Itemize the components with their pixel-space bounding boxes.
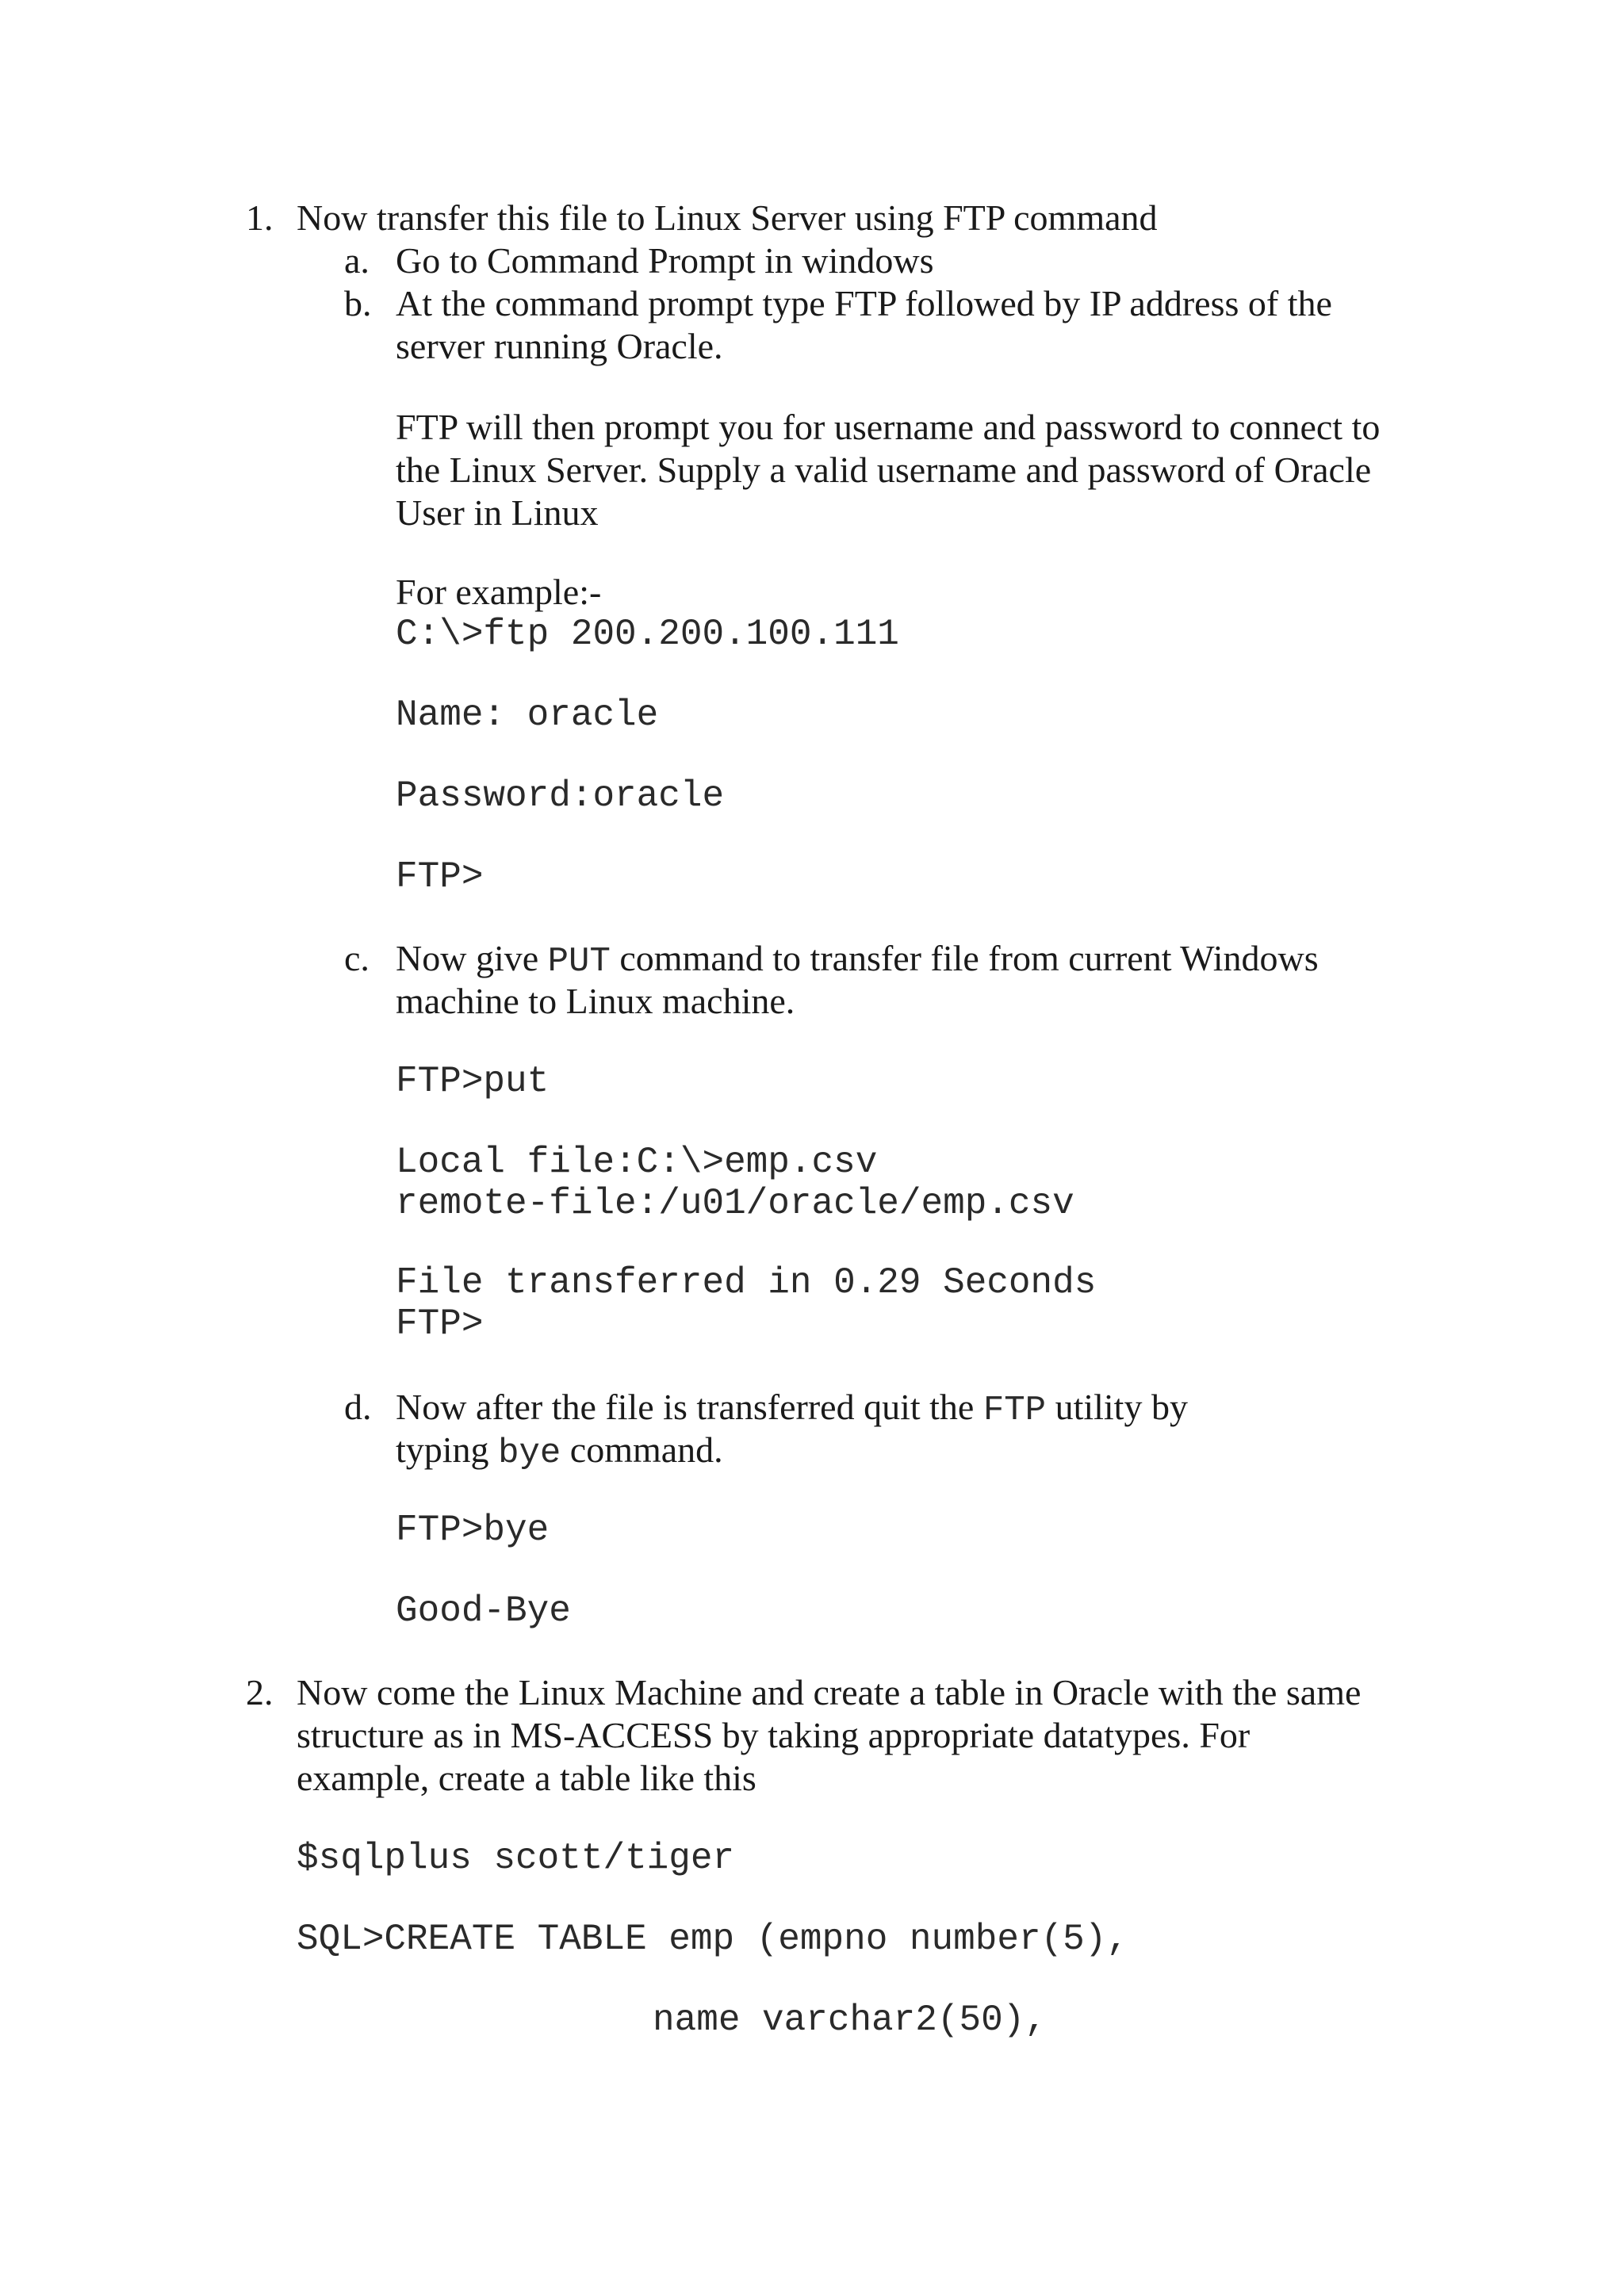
sub-letter-b: b.: [344, 283, 372, 323]
sub-d-bye-code: bye: [498, 1433, 561, 1473]
code-line-bye: FTP>bye: [396, 1510, 550, 1551]
sub-letter-a: a.: [344, 240, 370, 281]
sub-b-para-line2: the Linux Server. Supply a valid username and password of Oracle: [396, 450, 1372, 490]
item2-line1: Now come the Linux Machine and create a table in Oracle with the same: [297, 1672, 1362, 1712]
sub-c-put-code: PUT: [547, 942, 611, 982]
code-line-remote-file: remote-file:/u01/oracle/emp.csv: [396, 1183, 1074, 1224]
sub-b-para-line3: User in Linux: [396, 492, 599, 533]
code-line-transferred: File transferred in 0.29 Seconds: [396, 1262, 1097, 1303]
sub-c-line1-pre: Now give: [396, 938, 548, 978]
sub-c-line1-post: command to transfer file from current Windows: [610, 938, 1319, 978]
code-line-password: Password:oracle: [396, 775, 725, 817]
sub-d-line2: [396, 1429, 723, 1475]
code-line-goodbye: Good-Bye: [396, 1590, 571, 1632]
code-line-sqlplus: $sqlplus scott/tiger: [297, 1838, 735, 1879]
item2-line3: example, create a table like this: [297, 1758, 756, 1798]
code-line-ftp-prompt-2: FTP>: [396, 1303, 484, 1345]
example-label: For example:-: [396, 572, 602, 612]
list-number-1: 1.: [246, 197, 274, 238]
sub-b-para-line1: FTP will then prompt you for username and password to connect to: [396, 407, 1381, 447]
code-line-ftp-prompt: FTP>: [396, 856, 484, 897]
sub-d-line1-post: utility by: [1046, 1387, 1188, 1427]
code-line-put: FTP>put: [396, 1061, 550, 1102]
item1-heading: Now transfer this file to Linux Server using FTP command: [297, 197, 1158, 238]
sub-d-line1-pre: Now after the file is transferred quit the: [396, 1387, 983, 1427]
code-line-ftp-connect: C:\>ftp 200.200.100.111: [396, 614, 899, 655]
sub-d-line2-post: command.: [561, 1429, 723, 1470]
sub-c-line1: [396, 937, 1319, 983]
item2-line2: structure as in MS-ACCESS by taking appropriate datatypes. For: [297, 1715, 1251, 1755]
sub-a-text: Go to Command Prompt in windows: [396, 240, 934, 281]
sub-letter-d: d.: [344, 1387, 372, 1427]
sub-b-line1: At the command prompt type FTP followed by IP address of the: [396, 283, 1332, 323]
code-line-name: Name: oracle: [396, 695, 659, 736]
code-line-name-column: name varchar2(50),: [653, 1999, 1047, 2041]
sub-d-ftp-code: FTP: [982, 1391, 1047, 1430]
code-line-create-table: SQL>CREATE TABLE emp (empno number(5),: [297, 1919, 1128, 1960]
list-number-2: 2.: [246, 1672, 274, 1712]
code-line-local-file: Local file:C:\>emp.csv: [396, 1142, 878, 1183]
sub-b-line2: server running Oracle.: [396, 326, 723, 366]
sub-d-line1: [396, 1386, 1188, 1432]
sub-d-line2-pre: typing: [396, 1429, 499, 1470]
sub-letter-c: c.: [344, 938, 370, 978]
sub-c-line2: machine to Linux machine.: [396, 981, 795, 1021]
